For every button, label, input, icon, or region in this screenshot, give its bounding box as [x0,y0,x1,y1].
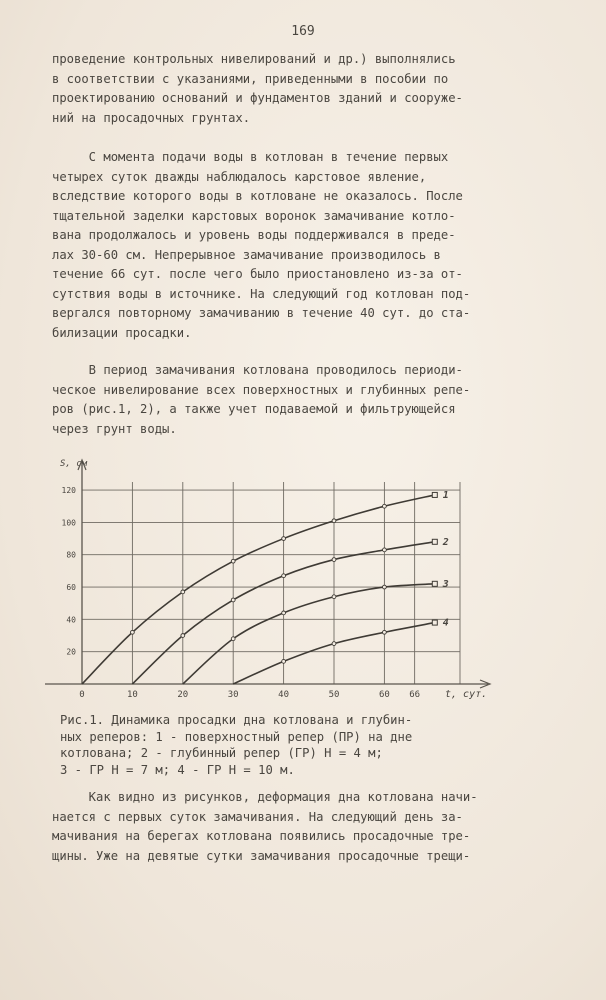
caption-line: ных реперов: 1 - поверхностный репер (ПР) на дне [60,729,413,744]
data-point [282,611,286,615]
text-line: С момента подачи воды в котлован в течение первых [52,150,449,164]
text-line: четырех суток дважды наблюдалось карстовое явление, [52,169,427,184]
data-point [383,504,387,508]
caption-line: 3 - ГР Н = 7 м; 4 - ГР Н = 10 м. [60,762,295,777]
y-tick-label: 100 [61,518,76,528]
text-line: течение 66 сут. после чего было приостановлено из-за от- [52,267,463,281]
data-point [181,634,185,638]
data-point [231,559,235,563]
series-label-2: 2 [442,536,449,548]
text-line: вследствие которого воды в котловане не оказалось. После [52,189,463,203]
caption-line: Рис.1. Динамика просадки дна котлована и глубин- [60,713,413,727]
data-point [131,630,135,634]
paragraph-4 [52,788,557,866]
data-point [332,642,336,646]
x-tick-label: 0 [79,690,85,700]
series-label-1: 1 [442,489,449,501]
text-line: через грунт воды. [52,421,177,436]
text-line: вана продолжалось и уровень воды поддерживался в преде- [52,228,456,242]
text-line: ний на просадочных грунтах. [52,110,251,125]
text-line: вергался повторному замачиванию в течение 40 сут. до ста- [52,306,471,320]
paragraph-3 [52,361,557,439]
text-line: проведение контрольных нивелирований и др.) выполнялись [52,52,456,66]
text-line: тщательной заделки карстовых воронок замачивание котло- [52,208,456,223]
paragraph-2 [52,148,557,343]
data-point [432,492,437,497]
x-axis-label: t, сут. [445,689,488,700]
x-tick-label: 50 [328,690,340,700]
y-tick-label: 80 [66,550,76,560]
y-tick-label: 60 [66,583,76,593]
data-point [231,637,235,641]
y-tick-label: 20 [66,647,76,657]
data-point [282,537,286,541]
x-tick-label: 66 [409,690,421,700]
data-point [332,519,336,523]
y-tick-label: 40 [66,615,76,625]
caption-line: котлована; 2 - глубинный репер (ГР) Н = 4 м; [60,746,383,760]
data-point [383,585,387,589]
x-tick-label: 20 [177,690,189,700]
figure-caption [60,712,530,778]
x-tick-label: 10 [126,690,138,700]
data-point [181,590,185,594]
text-line: Как видно из рисунков, деформация дна котлована начи- [52,790,478,804]
text-line: ческое нивелирование всех поверхностных и глубинных репе- [52,382,471,397]
page-number: 169 [291,24,315,39]
chart-grid [82,482,460,684]
text-line: проектированию оснований и фундаментов зданий и сооруже- [52,91,463,105]
text-line: щины. Уже на девятые сутки замачивания просадочные трещи- [52,848,471,863]
x-tick-label: 60 [378,690,390,700]
text-line: лах 30-60 см. Непрерывное замачивание производилось в [52,247,441,262]
text-line: сутствия воды в источнике. На следующий год котлован под- [52,286,471,301]
data-point [383,630,387,634]
data-point [231,598,235,602]
data-point [432,581,437,586]
x-tick-label: 30 [227,690,239,700]
y-axis-label: S, см [60,459,88,469]
series-line-1 [82,495,435,684]
text-line: ров (рис.1, 2), а также учет подаваемой и фильтрующейся [52,402,456,416]
text-line: билизации просадки. [52,325,192,340]
text-line: В период замачивания котлована проводилось периоди- [52,363,463,377]
y-tick-label: 120 [61,486,76,496]
series-label-3: 3 [442,578,449,590]
data-point [282,659,286,663]
text-line: в соответствии с указаниями, приведенными в пособии по [52,71,449,86]
paragraph-1 [52,50,557,128]
data-point [383,548,387,552]
data-point [332,595,336,599]
series-label-4: 4 [442,617,449,629]
x-tick-label: 40 [278,690,290,700]
data-point [432,539,437,544]
settlement-chart [40,452,510,702]
text-line: нается с первых суток замачивания. На следующий день за- [52,809,463,824]
data-point [282,574,286,578]
series-line-3 [183,584,435,684]
text-line: мачивания на берегах котлована появились просадочные тре- [52,829,471,843]
data-point [332,558,336,562]
data-point [432,620,437,625]
